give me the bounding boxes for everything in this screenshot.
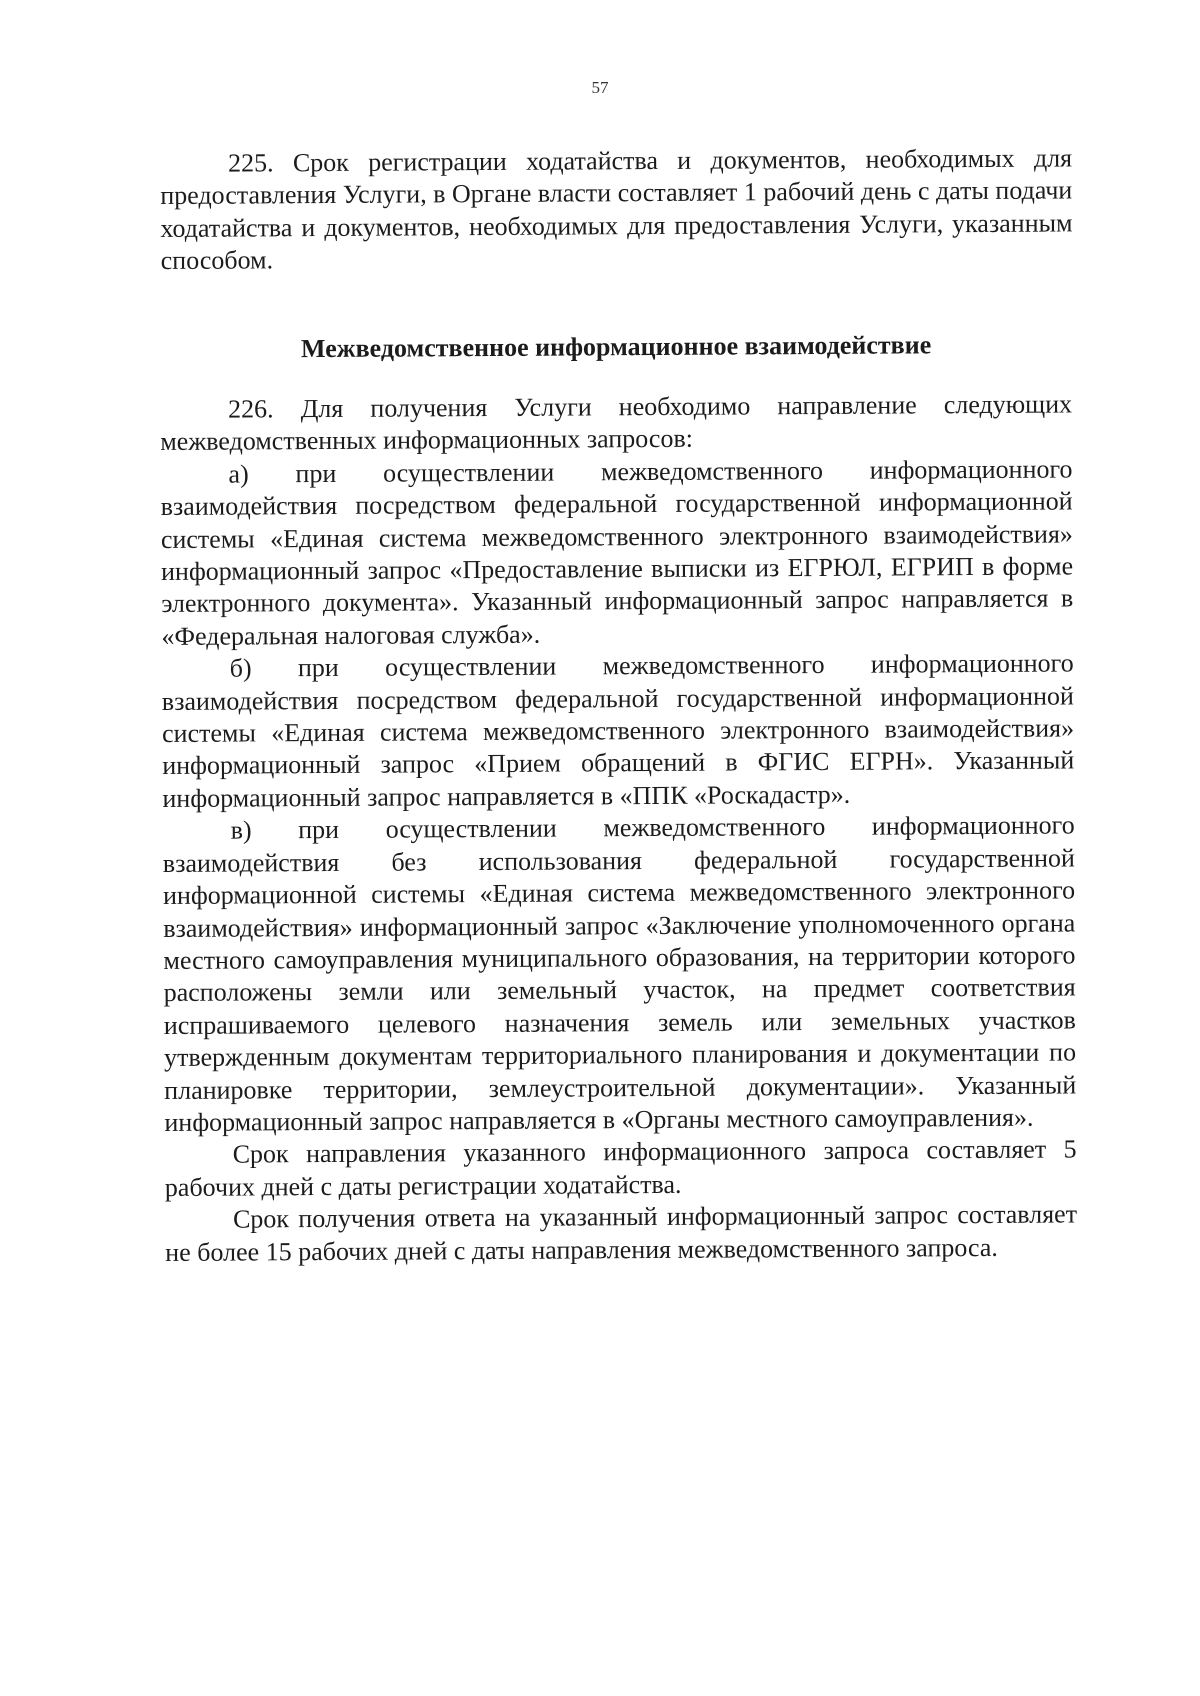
heading-block (160, 328, 1072, 366)
section-226 (160, 388, 1077, 1269)
list-item-a: а) при осуществлении межведомственного информационного взаимодействия посредством федеральной государственной информационной системы «Единая система межведомственного электронного взаимодействия» информационный запрос «Предоставление выписки из ЕГРЮЛ, ЕГРИП в форме электронного документа». Указанный информационный запрос направляется в «Федеральная налоговая служба». (160, 454, 1074, 651)
section-heading: Межведомственное информационное взаимодействие (300, 330, 932, 364)
paragraph-226: 226. Для получения Услуги необходимо направление следующих межведомственных информационных запросов: (160, 389, 1073, 457)
section-225 (160, 142, 1073, 277)
list-item-b: б) при осуществлении межведомственного информационного взаимодействия посредством федеральной государственной информационной системы «Единая система межведомственного электронного взаимодействия» информационный запрос «Прием обращений в ФГИС ЕГРН». Указанный информационный запрос направляется в «ППК «Роскадастр». (161, 648, 1075, 813)
paragraph-term-reply: Срок получения ответа на указанный информационный запрос составляет не более 15 рабочих дней с даты направления межведомственного запроса. (165, 1199, 1078, 1267)
page-number: 57 (591, 78, 609, 97)
list-item-c: в) при осуществлении межведомственного информационного взаимодействия без использования федеральной государственной информационной системы «Единая система межведомственного электронного взаимодействия» информационный запрос «Заключение уполномоченного органа местного самоуправления муниципального образования, на территории которого расположены земли или земельный участок, на предмет соответствия испрашиваемого целевого назначения земель или земельных участков утвержденным документам территориального планирования и документации по планировке территории, землеустроительной документации». Указанный информационный запрос направляется в «Органы местного самоуправления». (162, 810, 1077, 1137)
paragraph-term-send: Срок направления указанного информационного запроса составляет 5 рабочих дней с даты регистрации ходатайства. (164, 1134, 1077, 1202)
paragraph-225: 225. Срок регистрации ходатайства и документов, необходимых для предоставления Услуги, в Органе власти составляет 1 рабочий день с даты подачи ходатайства и документов, необходимых для предоставления Услуги, указанным способом. (160, 143, 1073, 276)
